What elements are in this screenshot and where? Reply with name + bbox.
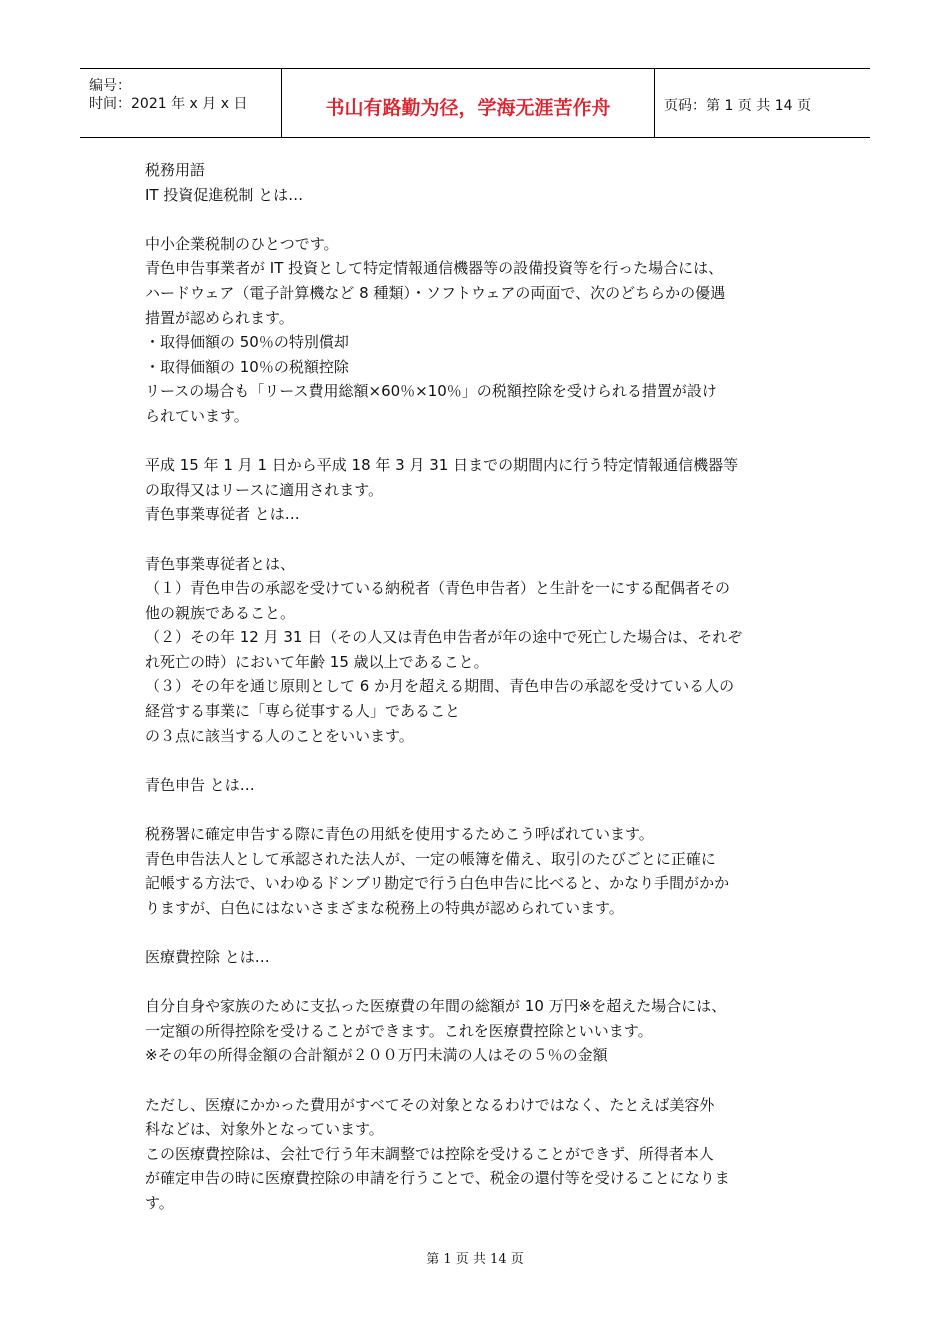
text-line: の取得又はリースに適用されます。: [145, 480, 384, 499]
text-line: リースの場合も「リース費用総額×60％×10％」の税額控除を受けられる措置が設け: [145, 382, 717, 401]
text-line: りますが、白色にはないさまざまな税務上の特典が認められています。: [145, 898, 624, 917]
text-line: 税務署に確定申告する際に青色の用紙を使用するためこう呼ばれています。: [145, 825, 654, 844]
time-label: 时间：2021 年 x 月 x 日: [89, 96, 248, 112]
text-line: 医療費控除 とは…: [145, 948, 270, 966]
text-line: す。: [145, 1193, 174, 1212]
page-info: 页码：第 1 页 共 14 页: [664, 98, 811, 114]
page-footer: 第 1 页 共 14 页: [426, 1252, 524, 1267]
text-line: （２）その年 12 月 31 日（その人又は青色申告者が年の途中で死亡した場合は、それぞ: [145, 628, 743, 647]
blank-line: [145, 748, 810, 773]
blank-line: [145, 797, 810, 822]
text-line: 平成 15 年 1 月 1 日から平成 18 年 3 月 31 日までの期間内に行う特定情報通信機器等: [145, 456, 739, 475]
text-line: が確定申告の時に医療費控除の申請を行うことで、税金の還付等を受けることになりま: [145, 1169, 730, 1188]
blank-line: [145, 429, 810, 454]
text-line: 一定額の所得控除を受けることができます。これを医療費控除といいます。: [145, 1021, 653, 1040]
blank-line: [145, 970, 810, 995]
blank-line: [145, 1068, 810, 1093]
text-line: （１）青色申告の承認を受けている納税者（青色申告者）と生計を一にする配偶者その: [145, 579, 731, 598]
blank-line: [145, 207, 810, 232]
text-line: ハードウェア（電子計算機など 8 種類）・ソフトウェアの両面で、次のどちらかの優遇: [145, 283, 726, 302]
text-line: 経営する事業に「専ら従事する人」であること: [145, 702, 461, 721]
text-line: の３点に該当する人のことをいいます。: [145, 726, 414, 745]
text-line: 他の親族であること。: [145, 603, 296, 622]
text-line: 記帳する方法で、いわゆるドンブリ勘定で行う白色申告に比べると、かなり手間がかか: [145, 874, 730, 893]
text-line: 青色申告 とは…: [145, 775, 255, 794]
motto-text: 书山有路勤为径，学海无涯苦作舟: [325, 97, 611, 119]
header-meta-cell: [80, 69, 282, 137]
header-table: [80, 68, 870, 138]
blank-line: [145, 920, 810, 945]
text-line: 自分自身や家族のために支払った医療費の年間の総額が 10 万円※を超えた場合には、: [145, 997, 727, 1016]
text-line: この医療費控除は、会社で行う年末調整では控除を受けることができず、所得者本人: [145, 1144, 714, 1163]
text-line: 青色申告法人として承認された法人が、一定の帳簿を備え、取引のたびごとに正確に: [145, 849, 716, 868]
document-body: [145, 158, 810, 1216]
header-motto-cell: [282, 69, 655, 137]
text-line: 措置が認められます。: [145, 308, 294, 327]
number-label: 编号：: [89, 78, 131, 94]
text-line: られています。: [145, 406, 249, 425]
text-line: ただし、医療にかかった費用がすべてその対象となるわけではなく、たとえば美容外: [145, 1095, 715, 1114]
text-line: 税務用語: [145, 161, 206, 179]
text-line: IT 投資促進税制 とは…: [145, 185, 304, 204]
text-line: 中小企業税制のひとつです。: [145, 234, 339, 253]
text-line: 青色事業専従者とは、: [145, 554, 296, 573]
text-line: ・取得価額の 10％の税額控除: [145, 357, 349, 376]
text-line: 青色申告事業者が IT 投資として特定情報通信機器等の設備投資等を行った場合には、: [145, 259, 724, 278]
text-line: （３）その年を通じ原則として 6 か月を超える期間、青色申告の承認を受けている人の: [145, 677, 735, 696]
text-line: れ死亡の時）において年齢 15 歳以上であること。: [145, 652, 489, 671]
text-line: 科などは、対象外となっています。: [145, 1120, 384, 1139]
header-page-cell: [655, 69, 870, 137]
blank-line: [145, 527, 810, 552]
text-line: ※その年の所得金額の合計額が２００万円未満の人はその５％の金額: [145, 1046, 608, 1065]
text-line: 青色事業専従者 とは…: [145, 505, 300, 524]
text-line: ・取得価額の 50％の特別償却: [145, 333, 349, 352]
